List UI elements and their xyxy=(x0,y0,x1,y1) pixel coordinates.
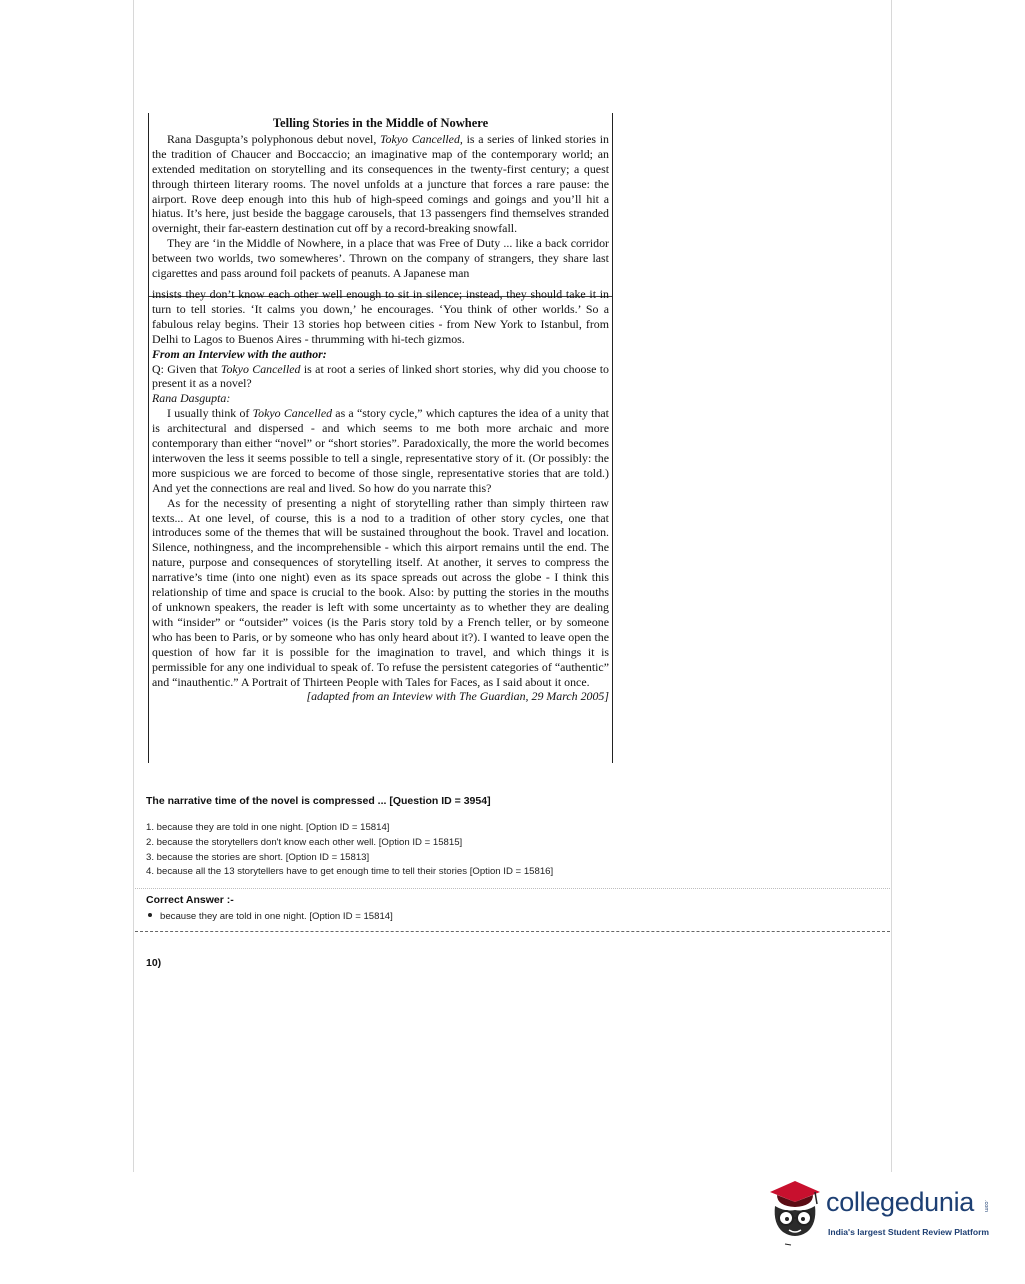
passage-paragraph-2b: insists they don’t know each other well enough to sit in silence; instead, they should take it in turn to tell stories. ‘It calms you down,’ he encourages. ‘You think of other worlds.’ So a fabulous relay begins. Their 13 stories hop between cities - from New York to Istanbul, from Delhi to Lagos to Buenos Aires - thrumming with hi-tech gizmos. xyxy=(152,286,609,346)
p1-book-title: Tokyo Cancelled, xyxy=(380,131,463,146)
interview-question-prefix: Q: Given that xyxy=(152,361,221,376)
option-2: 2. because the storytellers don't know each other well. [Option ID = 15815] xyxy=(146,836,463,848)
option-3: 3. because the stories are short. [Option ID = 15813] xyxy=(146,851,370,863)
page-frame-right-border xyxy=(891,0,892,1172)
interview-answer-1 xyxy=(152,406,609,495)
interview-question-rest: is at root a series of linked short stories, why did you choose to present it as a novel? xyxy=(152,361,609,391)
interview-heading: From an Interview with the author: xyxy=(152,346,327,361)
passage-citation: [adapted from an Inteview with The Guardian, 29 March 2005] xyxy=(306,689,609,704)
reading-passage xyxy=(152,116,609,704)
interview-question xyxy=(152,362,609,392)
interview-question-book-title: Tokyo Cancelled xyxy=(220,361,301,376)
p1-text-cont: is a series of linked stories in the tradition of Chaucer and Boccaccio; an imaginative map of the contemporary world; an extended meditation on storytelling and its consequences in the twenty-first century; a quest through thirteen literary rooms. The novel unfolds at a juncture that forces a rare pause: the airport. Rove deep enough into this hub of high-speed comings and goings and you’ll hit a hiatus. It’s here, just beside the baggage carousels, that 13 passengers find themselves stranded overnight, their far-eastern destination cut off by a record-breaking snowfall. xyxy=(152,131,609,236)
answer-1-prefix: I usually think of xyxy=(167,406,253,421)
p1-text: Rana Dasgupta’s polyphonous debut novel, xyxy=(167,131,381,146)
question-separator xyxy=(135,931,890,932)
interview-answer-2: As for the necessity of presenting a night of storytelling rather than simply thirteen raw texts... At one level, of course, this is a nod to a tradition of other story cycles, one that introduces some of the themes that will be sustained throughout the book. Travel and location. Silence, nothingness, and the incomprehensible - which this airport remains until the end. The nature, purpose and consequences of storytelling itself. At another, it serves to compress the narrative’s time (into one night) even as its space spreads out across the globe - I think this relationship of time and space is crucial to the book. Also: by putting the stories in the mouths of unknown speakers, the reader is left with some uncertainty as to whether they are dealing with “insider” or “outsider” voices (is the Paris story told by a French teller, or by someone who has been to Paris, or by someone who has only heard about it?). I wanted to leave open the question of how far it is possible for the imagination to travel, and which things it is permissible for any one individual to speak of. To refuse the persistent categories of “authentic” and “inauthentic.” A Portrait of Thirteen People with Tales for Faces, as I said about it once. xyxy=(152,495,609,689)
question-text: The narrative time of the novel is compressed ... [Question ID = 3954] xyxy=(146,795,491,807)
options-list xyxy=(146,821,553,880)
passage-paragraph-1 xyxy=(152,132,609,236)
correct-answer-text: because they are told in one night. [Option ID = 15814] xyxy=(160,911,393,922)
interview-answerer: Rana Dasgupta: xyxy=(152,391,231,406)
bullet-icon xyxy=(148,913,152,917)
answer-1-rest: as a “story cycle,” which captures the idea of a unity that is architectural and dispersed - and which seems to me both more archaic and more contemporary than either “novel” or “short stories”. Paradoxically, the more the world becomes interwoven the less it seems possible to tell a single, representative story of it. (Or possibly: the more suspicious we are forced to become of those single, representative stories that are told.) And yet the connections are real and lived. So how do you narrate this? xyxy=(152,406,609,495)
page-frame-left-border xyxy=(133,0,134,1172)
answer-1-book-title: Tokyo Cancelled xyxy=(252,406,333,421)
graduation-cap-icon xyxy=(770,1181,820,1202)
next-question-number: 10) xyxy=(146,957,162,969)
correct-answer-label: Correct Answer :- xyxy=(146,894,234,906)
brand-dotcom: .com xyxy=(983,1200,989,1212)
passage-title: Telling Stories in the Middle of Nowhere xyxy=(272,116,489,130)
option-1: 1. because they are told in one night. [Option ID = 15814] xyxy=(146,822,390,833)
correct-answer-item xyxy=(146,911,393,922)
option-4: 4. because all the 13 storytellers have to get enough time to tell their stories [Option ID = 15816] xyxy=(146,866,554,878)
brand-tagline: India's largest Student Review Platform xyxy=(828,1227,990,1237)
brand-wordmark: collegedunia xyxy=(826,1187,975,1217)
options-separator xyxy=(135,888,890,889)
passage-paragraph-2a: They are ‘in the Middle of Nowhere, in a place that was Free of Duty ... like a back corridor between two worlds, two somewheres’. Thrown on the company of strangers, they share last cigarettes and pass around foil packets of peanuts. A Japanese man xyxy=(152,236,609,281)
